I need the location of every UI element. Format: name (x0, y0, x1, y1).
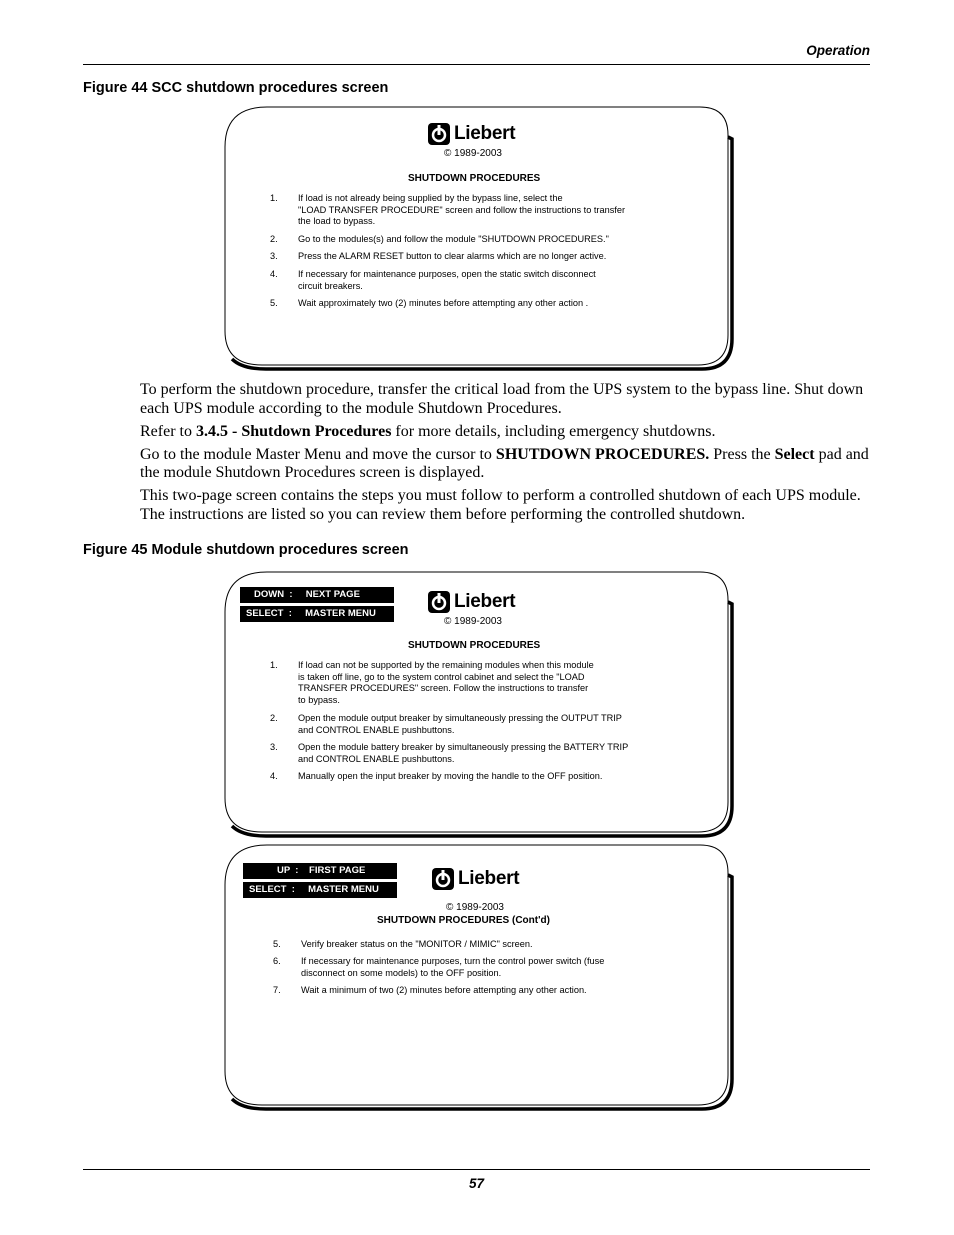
liebert-logo (428, 123, 515, 145)
liebert-logo-icon (432, 868, 454, 890)
scc-shutdown-screen: Liebert © 1989-2003 SHUTDOWN PROCEDURES 1. If load is not already being supplied by the bypass line, select the "LOAD TRANSFER PROCEDURE" screen and follow the instructions to transfer the load to bypass. 2. Go to the modules(s) and follow the module "SHUTDOWN PROCEDURES." 3. Press the ALARM RESET button to clear alarms which are no longer active. 4. If necessary for maintenance purposes, open the static switch disconnect circuit breakers. 5. Wait approximately two (2) minutes before attempting any other action . (222, 103, 734, 373)
footer-rule (83, 1169, 870, 1170)
figure-44-caption: Figure 44 SCC shutdown procedures screen (83, 80, 389, 96)
key-hint-up: UP : FIRST PAGE (243, 863, 397, 879)
page-header (83, 43, 870, 58)
copyright: © 1989-2003 (444, 148, 502, 159)
liebert-logo (428, 591, 515, 613)
key-hint-down: DOWN : NEXT PAGE (240, 587, 394, 603)
figure-45-caption: Figure 45 Module shutdown procedures screen (83, 542, 409, 558)
brand-name: Liebert (454, 123, 516, 144)
module-shutdown-screen-page2: UP : FIRST PAGE SELECT : MASTER MENU Liebert © 1989-2003 SHUTDOWN PROCEDURES (Cont'd) 5. Verify breaker status on the "MONITOR / MIMIC" screen. 6. If necessary for maintenance purposes, turn the control power switch (fuse disconnect on some models) to the OFF position. 7. Wait a minimum of two (2) minutes before attempting any other action. (222, 843, 734, 1113)
copyright: © 1989-2003 (444, 616, 502, 627)
screen-title: SHUTDOWN PROCEDURES (Cont'd) (377, 915, 550, 926)
paragraph: Refer to 3.4.5 - Shutdown Procedures for more details, including emergency shutdowns. (140, 422, 716, 440)
screen-title: SHUTDOWN PROCEDURES (408, 640, 541, 651)
page-number: 57 (468, 1176, 485, 1191)
copyright: © 1989-2003 (446, 902, 504, 913)
body-text (140, 381, 870, 529)
liebert-logo-icon (428, 123, 450, 145)
key-hint-select: SELECT : MASTER MENU (240, 606, 394, 622)
paragraph: To perform the shutdown procedure, transfer the critical load from the UPS system to the bypass line. Shut down each UPS module according to the module Shutdown Procedures. (140, 381, 864, 417)
module-shutdown-screen-page1: DOWN : NEXT PAGE SELECT : MASTER MENU Liebert © 1989-2003 SHUTDOWN PROCEDURES 1. If load can not be supported by the remaining modules when this module is taken off line, go to the system control cabinet and select the "LOAD TRANSFER PROCEDURES" screen. Follow the instructions to transfer to bypass. 2. Open the module output breaker by simultaneously pressing the OUTPUT TRIP and CONTROL ENABLE pushbuttons. 3. Open the module battery breaker by simultaneously pressing the BATTERY TRIP and CONTROL ENABLE pushbuttons. 4. Manually open the input breaker by moving the handle to the OFF position. (222, 570, 734, 840)
brand-name: Liebert (454, 591, 516, 612)
section-reference: 3.4.5 - Shutdown Procedures (195, 422, 392, 440)
paragraph: This two-page screen contains the steps you must follow to perform a controlled shutdown of each UPS module. The instructions are listed so you can review them before performing the controlled shutdown. (140, 487, 861, 523)
liebert-logo (432, 868, 519, 890)
brand-name: Liebert (458, 868, 520, 889)
paragraph: Go to the module Master Menu and move the cursor to SHUTDOWN PROCEDURES. Press the Select pad and the module Shutdown Procedures screen is displayed. (140, 445, 869, 481)
key-hint-select: SELECT : MASTER MENU (243, 882, 397, 898)
liebert-logo-icon (428, 591, 450, 613)
header-rule (83, 64, 870, 65)
section-title: Operation (806, 43, 870, 58)
page-footer (83, 1169, 870, 1191)
screen-title: SHUTDOWN PROCEDURES (408, 173, 541, 184)
